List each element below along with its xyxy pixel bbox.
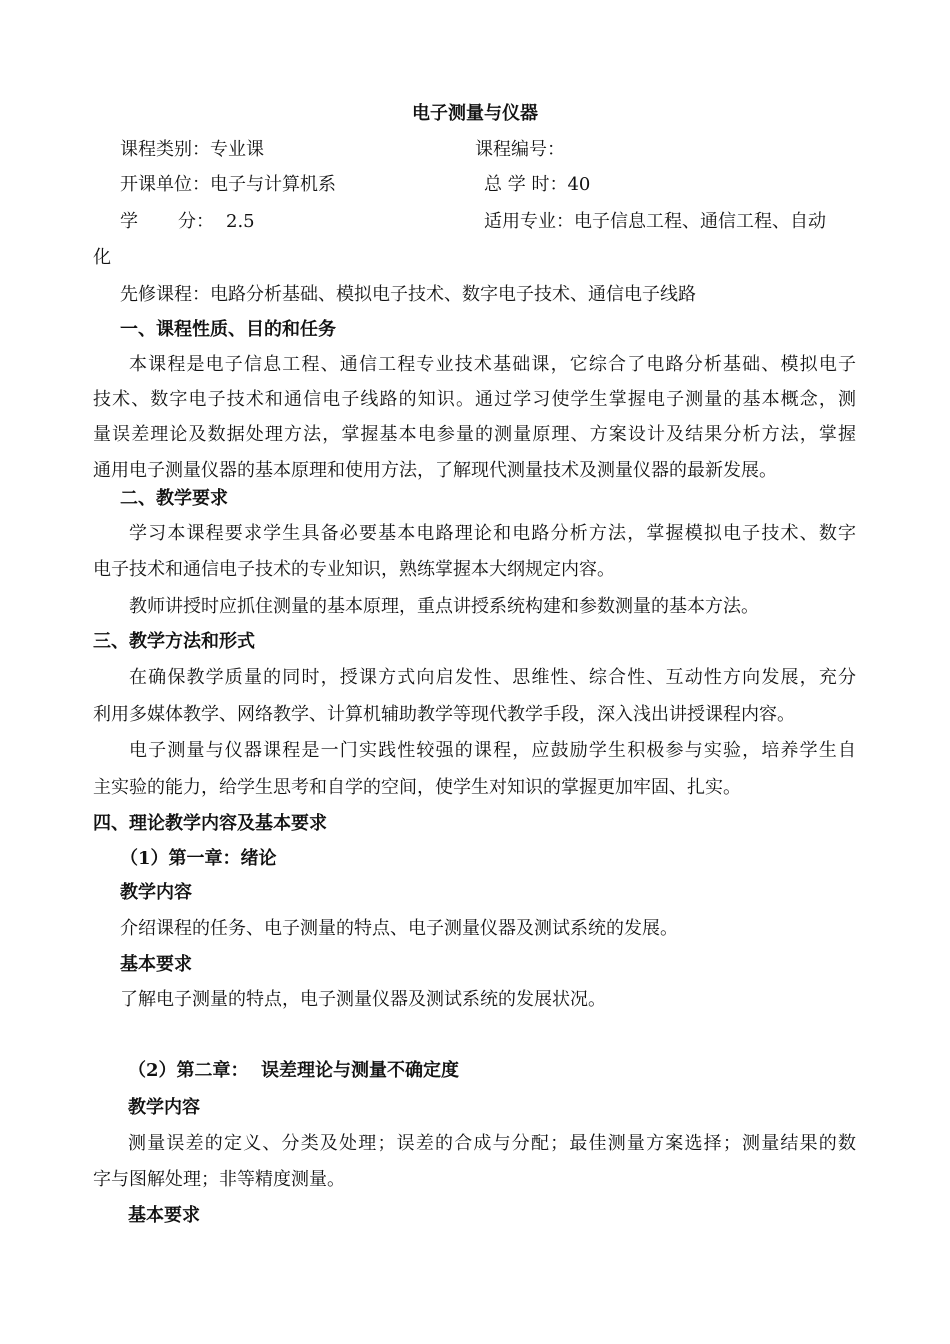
page-title: 电子测量与仪器	[412, 103, 538, 124]
chapter1-content-label: 教学内容	[120, 882, 192, 903]
section1-line: 量误差理论及数据处理方法，掌握基本电参量的测量原理、方案设计及结果分析方法，掌握	[93, 424, 856, 445]
credit-colon: 分：	[178, 211, 214, 232]
applicable-major: 适用专业：电子信息工程、通信工程、自动	[484, 211, 826, 232]
section3-line: 主实验的能力，给学生思考和自学的空间，使学生对知识的掌握更加牢固、扎实。	[93, 777, 741, 798]
chapter1-title: （1）第一章：绪论	[120, 848, 277, 869]
section2-line: 教师讲授时应抓住测量的基本原理，重点讲授系统构建和参数测量的基本方法。	[129, 596, 759, 617]
section1-line: 通用电子测量仪器的基本原理和使用方法，了解现代测量技术及测量仪器的最新发展。	[93, 460, 777, 481]
section-heading-4: 四、理论教学内容及基本要求	[93, 813, 327, 834]
section-heading-2: 二、教学要求	[120, 488, 228, 509]
section3-line: 利用多媒体教学、网络教学、计算机辅助教学等现代教学手段，深入浅出讲授课程内容。	[93, 704, 795, 725]
chapter2-req-label: 基本要求	[128, 1205, 200, 1226]
chapter1-req-label: 基本要求	[120, 954, 192, 975]
chapter2-content-line: 测量误差的定义、分类及处理；误差的合成与分配；最佳测量方案选择；测量结果的数	[128, 1133, 856, 1154]
chapter2-content-label: 教学内容	[128, 1097, 200, 1118]
prerequisites: 先修课程：电路分析基础、模拟电子技术、数字电子技术、通信电子线路	[120, 284, 696, 305]
total-hours: 总 学 时：40	[484, 174, 591, 195]
section-heading-1: 一、课程性质、目的和任务	[120, 319, 336, 340]
credit-value: 2.5	[226, 211, 255, 232]
section2-line: 学习本课程要求学生具备必要基本电路理论和电路分析方法，掌握模拟电子技术、数字	[129, 523, 856, 544]
section3-line: 电子测量与仪器课程是一门实践性较强的课程，应鼓励学生积极参与实验，培养学生自	[129, 740, 856, 761]
applicable-major-cont: 化	[93, 247, 111, 268]
chapter2-content-line: 字与图解处理；非等精度测量。	[93, 1169, 345, 1190]
chapter2-title: （2）第二章： 误差理论与测量不确定度	[128, 1060, 460, 1081]
section1-line: 技术、数字电子技术和通信电子线路的知识。通过学习使学生掌握电子测量的基本概念，测	[93, 389, 856, 410]
section1-line: 本课程是电子信息工程、通信工程专业技术基础课，它综合了电路分析基础、模拟电子	[129, 354, 856, 375]
chapter1-req: 了解电子测量的特点，电子测量仪器及测试系统的发展状况。	[120, 989, 606, 1010]
course-code: 课程编号：	[475, 139, 565, 160]
chapter1-content: 介绍课程的任务、电子测量的特点、电子测量仪器及测试系统的发展。	[120, 918, 678, 939]
credit-key: 学	[120, 211, 138, 232]
section2-line: 电子技术和通信电子技术的专业知识，熟练掌握本大纲规定内容。	[93, 559, 615, 580]
course-category: 课程类别：专业课	[120, 139, 264, 160]
section3-line: 在确保教学质量的同时，授课方式向启发性、思维性、综合性、互动性方向发展，充分	[129, 667, 856, 688]
offering-unit: 开课单位：电子与计算机系	[120, 174, 336, 195]
section-heading-3: 三、教学方法和形式	[93, 631, 255, 652]
